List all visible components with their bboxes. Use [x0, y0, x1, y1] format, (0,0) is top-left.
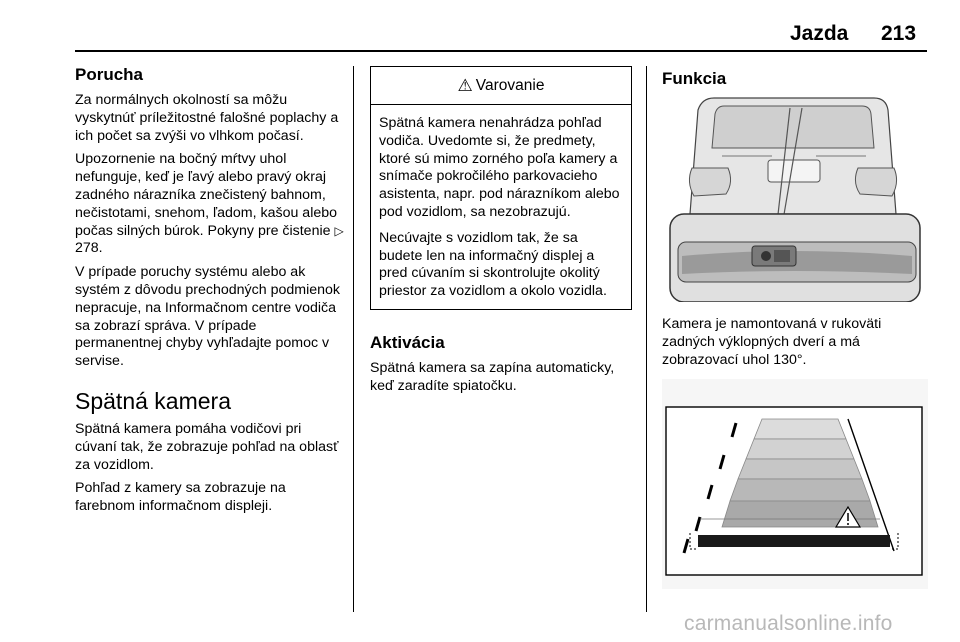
fault-paragraph-1: Za normálnych okolností sa môžu vyskytnúť príležitostné falošné poplachy a ich počet sa zvýši vo vlhkom počasí. [75, 92, 339, 144]
fault-paragraph-2 [75, 151, 345, 258]
column-right [662, 64, 928, 589]
column-divider-2 [646, 66, 647, 612]
warning-title: Varovanie [475, 76, 545, 94]
function-heading: Funkcia [662, 69, 727, 88]
fault-paragraph-3: V prípade poruchy systému alebo ak systém z dôvodu prechodných podmienok nepracuje, na Informačnom centre vodiča sa zobrazí správa. V prípade permanentnej chyby vyhľadajte pomoc v servise. [75, 264, 340, 370]
header-divider [75, 50, 927, 52]
page-number: 213 [881, 22, 917, 45]
function-paragraph: Kamera je namontovaná v rukoväti zadných výklopných dverí a má zobrazovací uhol 130°. [662, 316, 882, 368]
activation-paragraph: Spätná kamera sa zapína automaticky, keď zaradíte spiatočku. [370, 359, 615, 394]
warning-box [370, 66, 632, 310]
watermark: carmanualsonline.info [684, 612, 893, 635]
fault-heading: Porucha [75, 65, 144, 84]
column-middle [370, 66, 632, 402]
warning-paragraph-2: Necúvajte s vozidlom tak, že sa budete len na informačný displej a pred cúvaním si skontrolujte okolitý priestor za vozidlom a okolo vozidla. [379, 229, 607, 300]
warning-triangle-icon: ⚠ [457, 75, 473, 96]
column-left [75, 64, 345, 522]
warning-header [371, 67, 631, 105]
cleaning-page-link[interactable]: 278. [75, 240, 103, 257]
fault-paragraph-2-text: Upozornenie na bočný mŕtvy uhol nefunguje, keď je ľavý alebo pravý okraj zadného nárazníka znečistený bahnom, nečistotami, snehom, ľadom, kašou alebo počas silných búrok. Pokyny pre čistenie [75, 151, 338, 239]
section-title: Jazda [790, 22, 849, 45]
page-ref-arrow-icon: ▷ [334, 223, 344, 238]
camera-heading: Spätná kamera [75, 387, 231, 414]
column-divider-1 [353, 66, 354, 612]
activation-heading: Aktivácia [370, 332, 445, 352]
camera-paragraph-2: Pohľad z kamery sa zobrazuje na farebnom informačnom displeji. [75, 480, 286, 515]
warning-body [371, 105, 631, 301]
camera-paragraph-1: Spätná kamera pomáha vodičovi pri cúvaní tak, že zobrazuje pohľad na oblasť za vozidlom. [75, 420, 339, 473]
rear-camera-display-illustration [662, 379, 928, 589]
warning-paragraph-1: Spätná kamera nenahrádza pohľad vodiča. Uvedomte si, že predmety, ktoré sú mimo zorného poľa kamery a snímače pokročilého parkovacieho asistenta, napr. pod nárazníkom alebo pod vozidlom, sa nezobrazujú. [379, 115, 620, 220]
camera-location-illustration [662, 96, 924, 302]
